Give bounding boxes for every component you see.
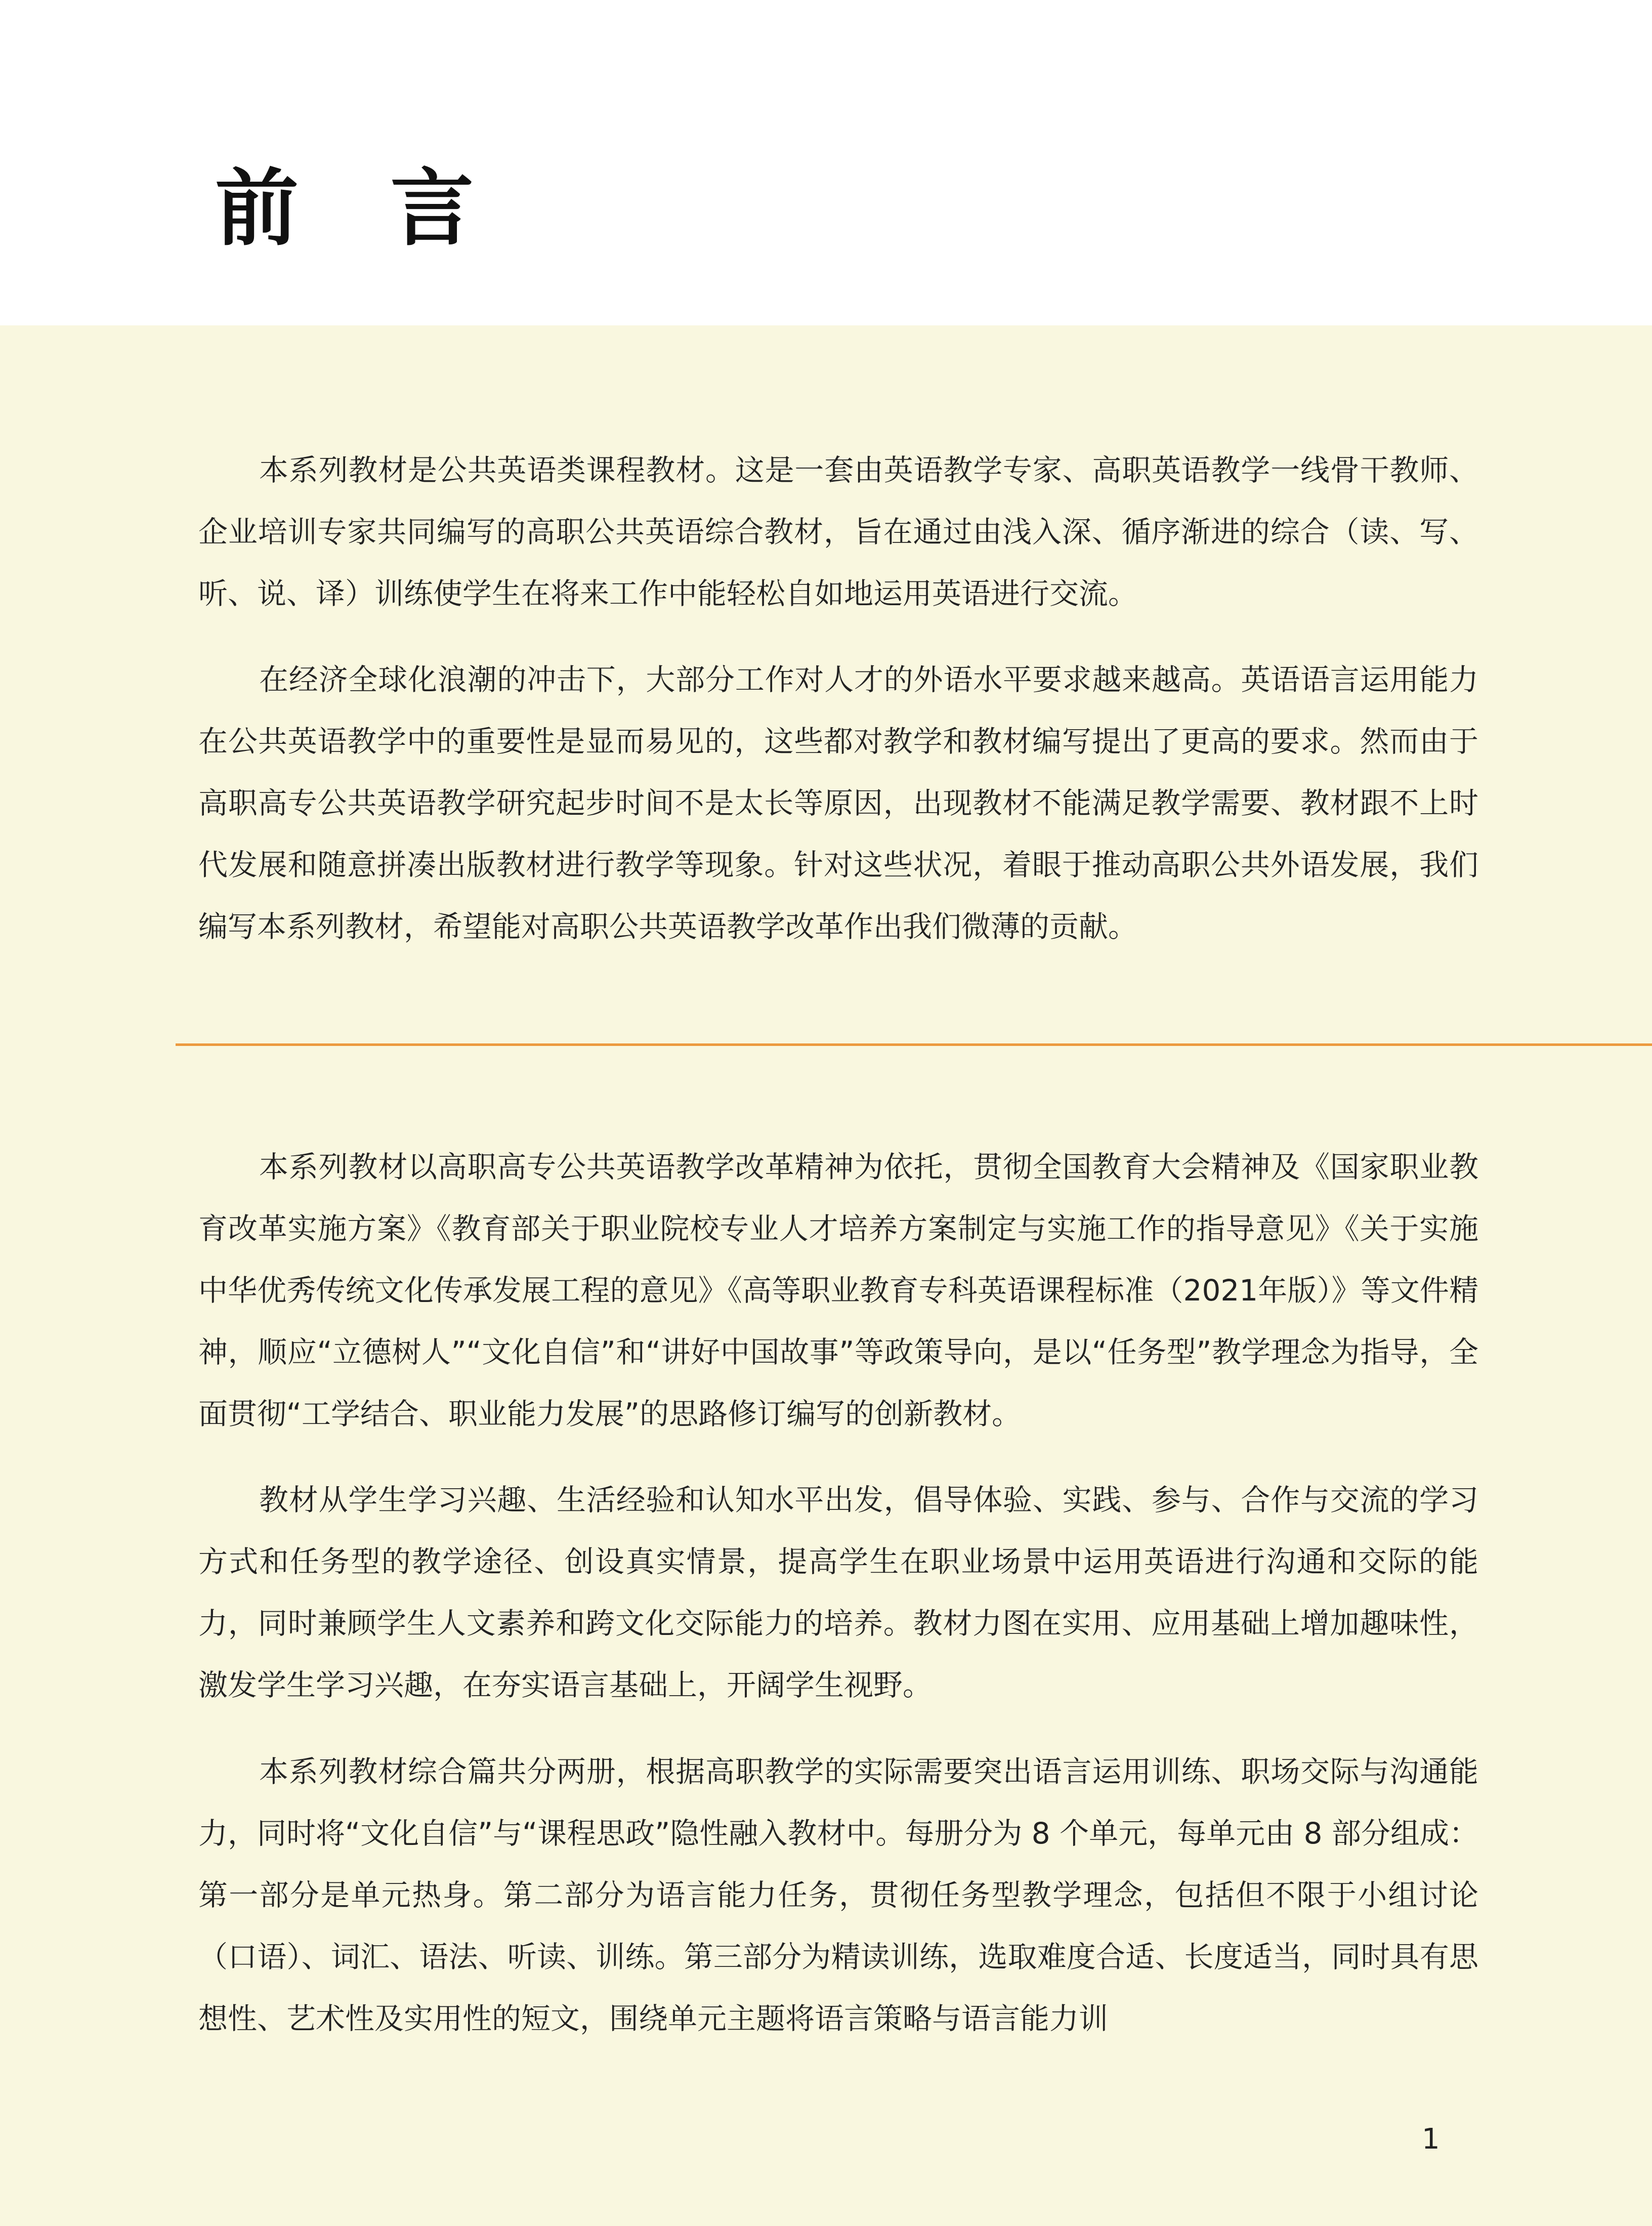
page-title: 前 言 (215, 160, 505, 257)
paragraph-intro: 本系列教材是公共英语类课程教材。这是一套由英语教学专家、高职英语教学一线骨干教师、企业培训专家共同编写的高职公共英语综合教材，旨在通过由浅入深、循序渐进的综合（读、写、听、说、译）训练使学生在将来工作中能轻松自如地运用英语进行交流。 (198, 453, 1478, 611)
paragraph-approach: 教材从学生学习兴趣、生活经验和认知水平出发，倡导体验、实践、参与、合作与交流的学习方式和任务型的教学途径、创设真实情景，提高学生在职业场景中运用英语进行沟通和交际的能力，同时兼顾学生人文素养和跨文化交际能力的培养。教材力图在实用、应用基础上增加趣味性，激发学生学习兴趣，在夯实语言基础上，开阔学生视野。 (198, 1483, 1478, 1702)
section-divider (176, 1043, 1652, 1046)
header-band (0, 0, 1652, 325)
paragraph-guidance: 本系列教材以高职高专公共英语教学改革精神为依托，贯彻全国教育大会精神及《国家职业教育改革实施方案》《教育部关于职业院校专业人才培养方案制定与实施工作的指导意见》《关于实施中华优秀传统文化传承发展工程的意见》《高等职业教育专科英语课程标准（2021年版）》等文件精神，顺应“立德树人”“文化自信”和“讲好中国故事”等政策导向，是以“任务型”教学理念为指导，全面贯彻“工学结合、职业能力发展”的思路修订编写的创新教材。 (198, 1150, 1478, 1431)
paragraph-background: 在经济全球化浪潮的冲击下，大部分工作对人才的外语水平要求越来越高。英语语言运用能力在公共英语教学中的重要性是显而易见的，这些都对教学和教材编写提出了更高的要求。然而由于高职高专公共英语教学研究起步时间不是太长等原因，出现教材不能满足教学需要、教材跟不上时代发展和随意拼凑出版教材进行教学等现象。针对这些状况，着眼于推动高职公共外语发展，我们编写本系列教材，希望能对高职公共英语教学改革作出我们微薄的贡献。 (198, 662, 1478, 944)
page-number: 1 (1422, 2123, 1440, 2156)
paragraph-structure: 本系列教材综合篇共分两册，根据高职教学的实际需要突出语言运用训练、职场交际与沟通能力，同时将“文化自信”与“课程思政”隐性融入教材中。每册分为 8 个单元，每单元由 8 部分组成：第一部分是单元热身。第二部分为语言能力任务，贯彻任务型教学理念，包括但不限于小组讨论（口语）、词汇、语法、听读、训练。第三部分为精读训练，选取难度合适、长度适当，同时具有思想性、艺术性及实用性的短文，围绕单元主题将语言策略与语言能力训 (198, 1754, 1478, 2036)
